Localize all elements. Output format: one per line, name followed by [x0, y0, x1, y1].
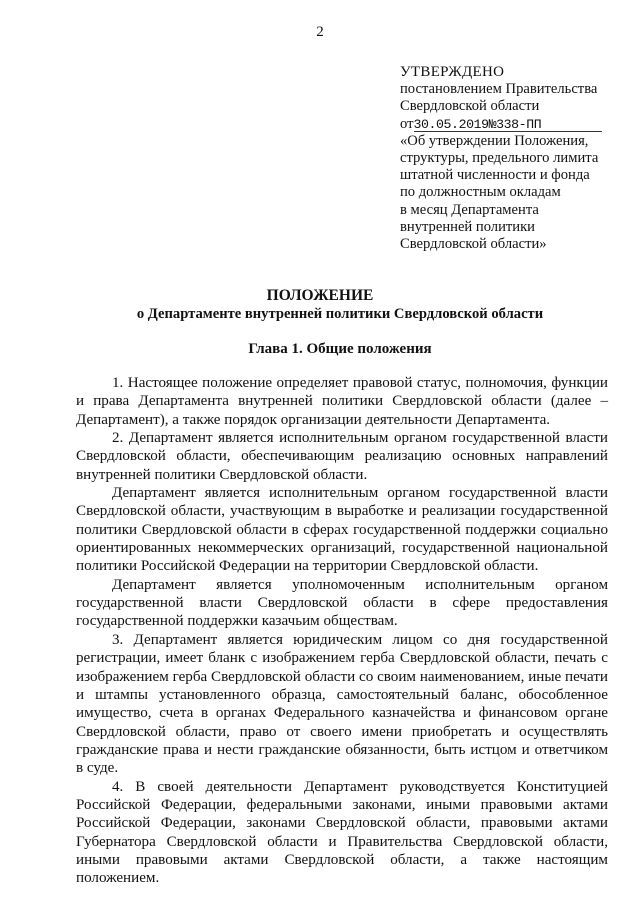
paragraph: Департамент является исполнительным органом государственной власти Свердловской области, участвующим в выработке и реализации государственной политики Свердловской области в сферах государственной поддержки социально ориентированных некоммерческих организаций, государственной национальной политики Российской Федерации на территории Свердловской области. [76, 485, 608, 575]
paragraph: Департамент является уполномоченным исполнительным органом государственной власти Свердловской области в сфере предоставления государственной поддержки казачьим обществам. [76, 576, 608, 630]
registration-line [400, 116, 630, 133]
resolution-title-line: в месяц Департамента [400, 201, 539, 218]
resolution-title-line: внутренней политики [400, 218, 535, 235]
document-subtitle: о Департаменте внутренней политики Свердловской области [136, 306, 544, 322]
resolution-title-line: «Об утверждении Положения, [400, 132, 589, 149]
signature-underline [414, 131, 602, 132]
resolution-title-line: по должностным окладам [400, 184, 561, 201]
registration-date-number: 30.05.2019№338-ПП [413, 116, 542, 132]
approval-line: Свердловской области [400, 98, 540, 115]
registration-prefix: от [400, 115, 414, 132]
approval-stamp-block [400, 64, 630, 253]
paragraph: 3. Департамент является юридическим лицом со дня государственной регистрации, имеет бланк с изображением герба Свердловской области, печать с изображением герба Свердловской области со своим наименованием, иные печати и штампы установленного образца, самостоятельный баланс, обособленное имущество, счета в органах Федерального казначейства и финансовом органе Свердловской области, право от своего имени приобретать и осуществлять гражданские права и нести гражданские обязанности, быть истцом и ответчиком в суде. [76, 631, 608, 777]
paragraph: 1. Настоящее положение определяет правовой статус, полномочия, функции и права Департамента внутренней политики Свердловской области (далее – Департамент), а также порядок организации деятельности Департамента. [76, 375, 608, 428]
document-body [76, 374, 608, 888]
resolution-title-line: штатной численности и фонда [400, 167, 590, 184]
document-title: ПОЛОЖЕНИЕ [266, 287, 374, 304]
approved-heading: УТВЕРЖДЕНО [400, 64, 505, 80]
paragraph: 4. В своей деятельности Департамент руководствуется Конституцией Российской Федерации, федеральными законами, иными правовыми актами Российской Федерации, законами Свердловской области, правовыми актами Губернатора Свердловской области и Правительства Свердловской области, иными правовыми актами Свердловской области, а также настоящим положением. [76, 778, 608, 887]
approval-line: постановлением Правительства [400, 81, 598, 98]
resolution-title-line: структуры, предельного лимита [400, 150, 599, 167]
chapter-heading: Глава 1. Общие положения [248, 341, 432, 357]
paragraph: 2. Департамент является исполнительным органом государственной власти Свердловской области, обеспечивающим реализацию основных направлений внутренней политики Свердловской области. [76, 430, 608, 483]
resolution-title-line: Свердловской области» [400, 236, 547, 253]
page-number: 2 [316, 24, 324, 40]
